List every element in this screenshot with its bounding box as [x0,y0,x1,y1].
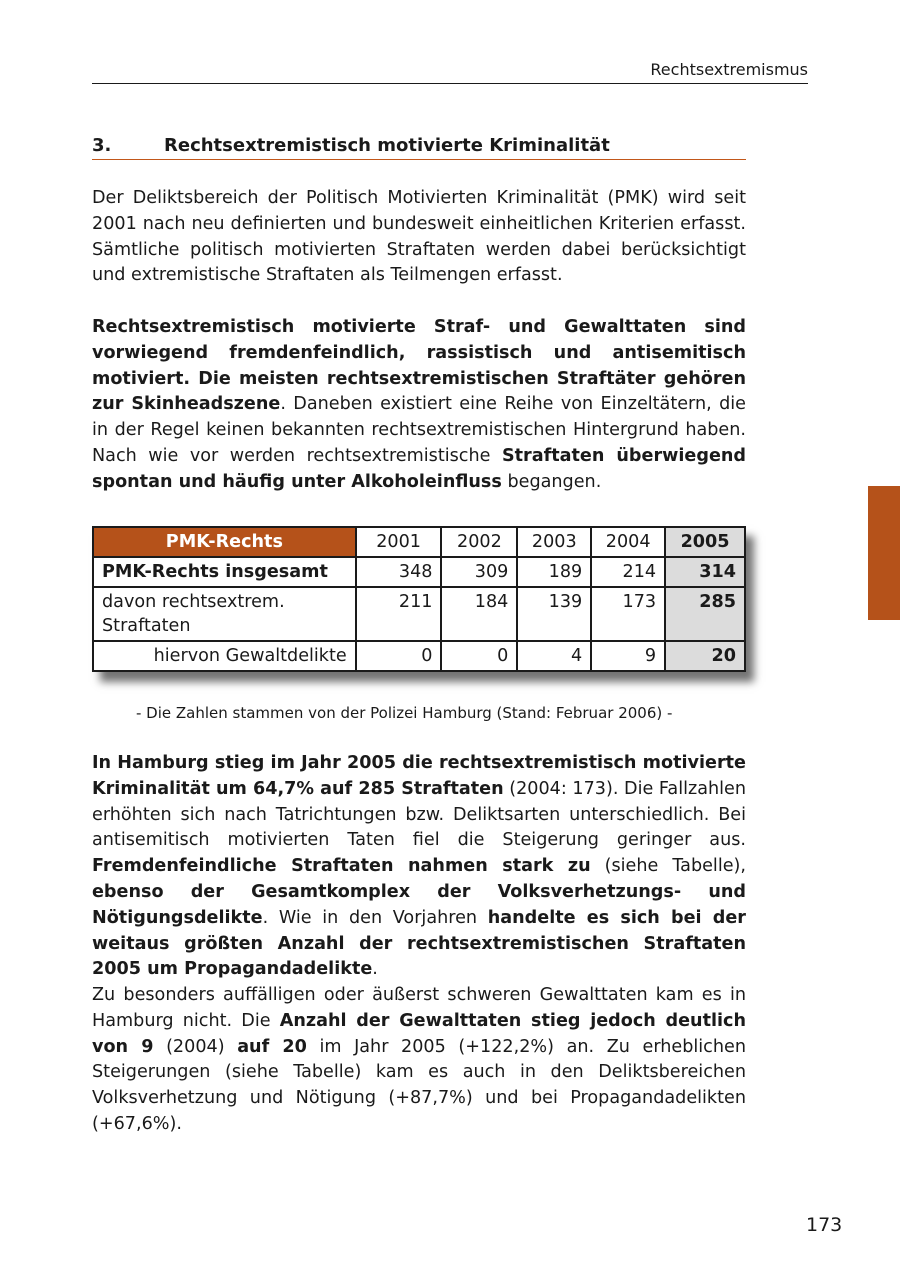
table-cell: 0 [356,641,442,671]
body-text: . Daneben existiert eine Reihe von Einzeltätern, die in der Regel keinen bekannten rechtsextremistischen Hintergrund haben. Nach wie vor werden rechtsextremistische [92,394,746,466]
row-label: davon rechtsextrem. Straftaten [93,587,356,641]
year-header-highlighted: 2005 [665,527,745,557]
table-cell: 309 [441,557,517,587]
bold-text: handelte es sich bei der weitaus größten Anzahl der rechtsextremistischen Straftaten 2005 um Propagandadelikte [92,907,746,980]
section-title: Rechtsextremistisch motivierte Kriminalität [164,135,610,156]
bold-text: Rechtsextremistisch motivierte Straf- und Gewalttaten sind vorwiegend fremdenfeindlich, rassistisch und antisemitisch motiviert. Die meisten rechtsextremistischen Straftäter gehören zur Skinheadszene [92,317,746,415]
paragraph-intro: Der Deliktsbereich der Politisch Motivierten Kriminalität (PMK) wird seit 2001 nach neu definierten und bundesweit einheitlichen Kriterien erfasst. Sämtliche politisch motivierten Straftaten werden dabei berücksichtigt und extremistische Straftaten als Teilmengen erfasst. [92,188,746,286]
table-cell: 211 [356,587,442,641]
row-label: PMK-Rechts insgesamt [93,557,356,587]
page-number: 173 [806,1214,843,1236]
paragraph-motivation [92,315,746,496]
body-text: (2004) [153,1036,238,1057]
body-text: (2004: 173). Die Fallzahlen erhöhten sich nach Tatrichtungen bzw. Deliktsarten unterschiedlich. Bei antisemitisch motivierten Taten fiel die Steigerung geringer aus. [92,778,747,851]
table-cell: 348 [356,557,442,587]
bold-text: Straftaten überwiegend spontan und häufig unter Alkoholeinfluss [92,445,747,492]
running-header: Rechtsextremismus [92,60,808,84]
body-text: . [372,959,378,980]
bold-text: In Hamburg stieg im Jahr 2005 die rechtsextremistisch motivierte Kriminalität um 64,7% auf 285 Straftaten [92,753,746,799]
row-label: hiervon Gewaltdelikte [93,641,356,671]
table-cell: 9 [591,641,665,671]
chapter-tab-marker [868,486,900,620]
table-cell: 4 [517,641,591,671]
section-heading [92,135,746,160]
bold-text: ebenso der Gesamtkomplex der Volksverhetzungs- und Nötigungsdelikte [92,881,746,928]
table-cell: 189 [517,557,591,587]
table-header-row [93,527,745,557]
year-header: 2003 [517,527,591,557]
table-cell: 214 [591,557,665,587]
paragraph-violence [92,983,746,1138]
year-header: 2001 [356,527,442,557]
paragraph-hamburg-2005 [92,751,746,983]
table-cell: 184 [441,587,517,641]
table-row [93,641,745,671]
body-text: im Jahr 2005 (+122,2%) an. Zu erheblichen Steigerungen (siehe Tabelle) kam es auch in den Deliktsbereichen Volksverhetzung und Nötigung (+87,7%) und bei Propagandadelikten (+67,6%). [92,1036,746,1134]
table-cell-highlighted: 20 [665,641,745,671]
section-number: 3. [92,135,112,156]
table-corner-label: PMK-Rechts [93,527,356,557]
bold-text: auf 20 [237,1036,307,1057]
body-text: Zu besonders auffälligen oder äußerst schweren Gewalttaten kam es in Hamburg nicht. Die [92,985,746,1031]
year-header: 2004 [591,527,665,557]
body-text: . Wie in den Vorjahren [262,907,488,928]
table-source-note: - Die Zahlen stammen von der Polizei Hamburg (Stand: Februar 2006) - [136,704,673,722]
body-text: (siehe Tabelle), [590,856,746,877]
pmk-statistics-table [92,526,746,672]
table-cell-highlighted: 314 [665,557,745,587]
bold-text: Fremdenfeindliche Straftaten nahmen stark zu [92,856,591,877]
table-cell-highlighted: 285 [665,587,745,641]
table-cell: 173 [591,587,665,641]
body-text: begangen. [501,471,602,492]
table-cell: 0 [441,641,517,671]
table-cell: 139 [517,587,591,641]
year-header: 2002 [441,527,517,557]
table-row [93,557,745,587]
bold-text: Anzahl der Gewalttaten stieg jedoch deutlich von 9 [92,1010,746,1057]
table-row [93,587,745,641]
